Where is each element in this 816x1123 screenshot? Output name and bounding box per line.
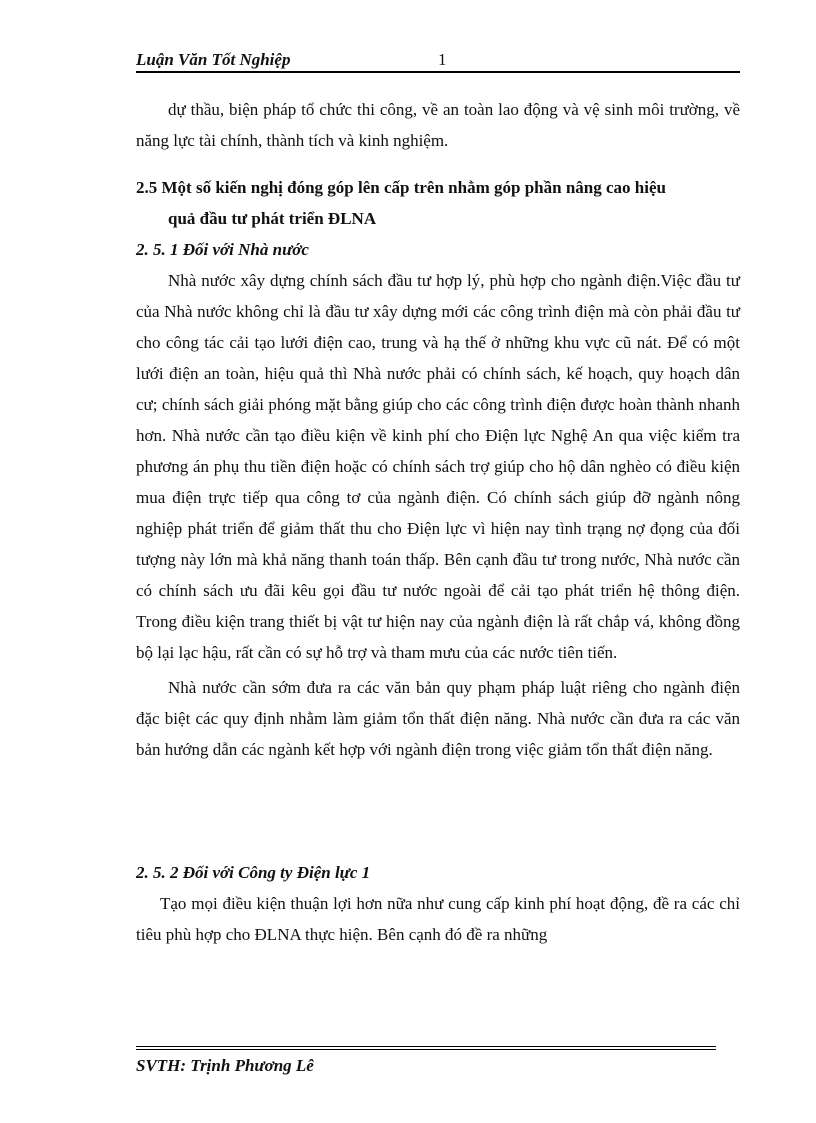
paragraph-continuation: dự thầu, biện pháp tổ chức thi công, về an toàn lao động và vệ sinh môi trường, về năng lực tài chính, thành tích và kinh nghiệm. (136, 100, 740, 150)
section-title (136, 172, 740, 234)
paragraph-company-1: Tạo mọi điều kiện thuận lợi hơn nữa như cung cấp kinh phí hoạt động, đề ra các chỉ tiêu phù hợp cho ĐLNA thực hiện. Bên cạnh đó đề ra những (136, 894, 740, 944)
header-rule (136, 71, 740, 73)
footer-author: SVTH: Trịnh Phương Lê (136, 1056, 314, 1075)
page-number: 1 (438, 50, 447, 69)
paragraph-state-2: Nhà nước cần sớm đưa ra các văn bản quy phạm pháp luật riêng cho ngành điện đặc biệt các quy định nhằm làm giảm tổn thất điện năng. Nhà nước cần đưa ra các văn bản hướng dẫn các ngành kết hợp với ngành điện trong việc giảm tổn thất điện năng. (136, 678, 740, 759)
page-header (136, 50, 740, 70)
document-title: Luận Văn Tốt Nghiệp (136, 50, 291, 69)
section-title-line-1: 2.5 Một số kiến nghị đóng góp lên cấp trên nhằm góp phần nâng cao hiệu (136, 178, 666, 197)
footer-rule (136, 1046, 716, 1050)
subsection-title-company: 2. 5. 2 Đối với Công ty Điện lực 1 (136, 863, 371, 882)
section-title-line-2: quả đầu tư phát triển ĐLNA (168, 209, 377, 228)
page-body (136, 94, 740, 950)
paragraph-state-1: Nhà nước xây dựng chính sách đầu tư hợp lý, phù hợp cho ngành điện.Việc đầu tư của Nhà nước không chỉ là đầu tư xây dựng mới các công trình điện mà còn phải đầu tư cho công tác cải tạo lưới điện cao, trung và hạ thế ở những khu vực cũ nát. Để có một lưới điện an toàn, hiệu quả thì Nhà nước phải có chính sách, kế hoạch, quy hoạch dân cư; chính sách giải phóng mặt bằng giúp cho các công trình điện được hoàn thành nhanh hơn. Nhà nước cần tạo điều kiện về kinh phí cho Điện lực Nghệ An qua việc kiểm tra phương án phụ thu tiền điện hoặc có chính sách trợ giúp cho hộ dân nghèo có điều kiện mua điện trực tiếp qua công tơ của ngành điện. Có chính sách giúp đỡ ngành nông nghiệp phát triển để giảm thất thu cho Điện lực vì hiện nay tình trạng nợ đọng của đối tượng này lớn mà khả năng thanh toán thấp. Bên cạnh đầu tư trong nước, Nhà nước cần có chính sách ưu đãi kêu gọi đầu tư nước ngoài để cải tạo phát triển hệ thông điện. Trong điều kiện trang thiết bị vật tư hiện nay của ngành điện là rất chắp vá, không đồng bộ lại lạc hậu, rất cần có sự hỗ trợ và tham mưu của các nước tiên tiến. (136, 271, 740, 662)
subsection-title-state: 2. 5. 1 Đối với Nhà nước (136, 240, 309, 259)
